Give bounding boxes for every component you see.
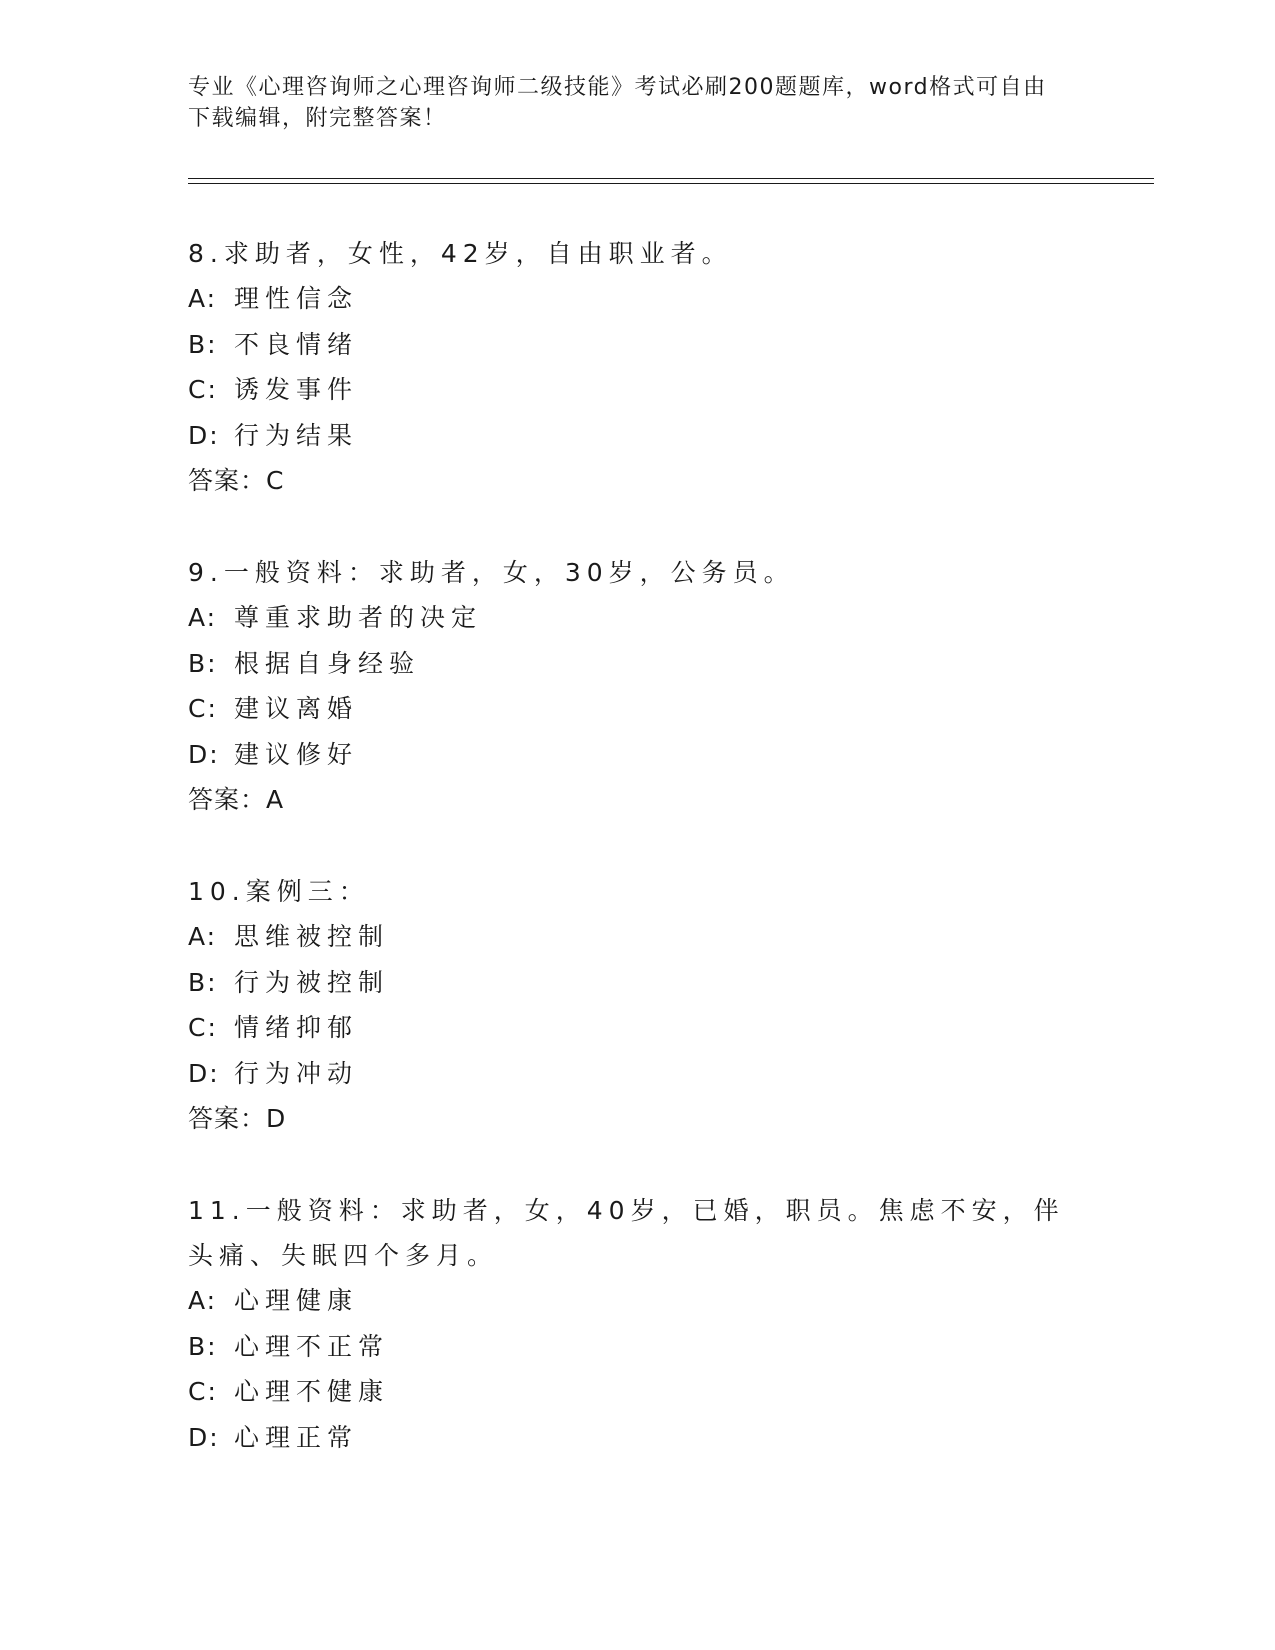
option-a xyxy=(188,595,1088,641)
answer-line: 答案：D xyxy=(188,1104,287,1133)
option-d xyxy=(188,732,1088,778)
option-letter: B: xyxy=(188,967,218,997)
question-8 xyxy=(188,231,1088,504)
answer-line: 答案：C xyxy=(188,466,285,495)
option-text: 情绪抑郁 xyxy=(234,1013,359,1042)
option-text: 心理正常 xyxy=(234,1422,359,1452)
option-letter: D: xyxy=(188,420,220,450)
option-a xyxy=(188,1278,1088,1324)
option-c xyxy=(188,367,1088,413)
option-letter: D: xyxy=(188,739,220,769)
option-d xyxy=(188,413,1088,459)
option-c xyxy=(188,686,1088,732)
option-text: 诱发事件 xyxy=(234,375,359,404)
option-a xyxy=(188,914,1088,960)
option-letter: D: xyxy=(188,1422,220,1452)
option-letter: C: xyxy=(188,375,218,404)
option-b xyxy=(188,1324,1088,1370)
option-text: 行为被控制 xyxy=(234,967,390,997)
option-text: 行为冲动 xyxy=(234,1058,359,1088)
option-text: 建议修好 xyxy=(234,739,359,769)
question-stem: 9.一般资料：求助者，女，30岁，公务员。 xyxy=(188,558,795,587)
option-d xyxy=(188,1051,1088,1097)
question-stem: 8.求助者，女性，42岁，自由职业者。 xyxy=(188,239,733,268)
option-letter: B: xyxy=(188,1331,218,1361)
option-a xyxy=(188,276,1088,322)
option-text: 建议离婚 xyxy=(234,694,359,723)
option-text: 心理不健康 xyxy=(234,1377,390,1406)
option-text: 不良情绪 xyxy=(234,329,359,359)
question-stem: 11.一般资料：求助者，女，40岁，已婚，职员。焦虑不安，伴头痛、失眠四个多月。 xyxy=(188,1196,1065,1270)
option-letter: A: xyxy=(188,1286,218,1315)
option-letter: A: xyxy=(188,284,218,313)
option-b xyxy=(188,641,1088,687)
option-text: 行为结果 xyxy=(234,420,359,450)
option-text: 尊重求助者的决定 xyxy=(234,603,483,632)
option-text: 心理不正常 xyxy=(234,1331,390,1361)
option-letter: C: xyxy=(188,1013,218,1042)
option-d xyxy=(188,1415,1088,1461)
option-letter: A: xyxy=(188,603,218,632)
option-c xyxy=(188,1005,1088,1051)
answer-line: 答案：A xyxy=(188,785,285,814)
option-letter: B: xyxy=(188,329,218,359)
option-b xyxy=(188,960,1088,1006)
header-rule-bottom xyxy=(188,183,1154,184)
question-stem: 10.案例三： xyxy=(188,877,370,906)
question-9 xyxy=(188,550,1088,823)
question-11 xyxy=(188,1188,1088,1460)
option-b xyxy=(188,322,1088,368)
option-letter: B: xyxy=(188,648,218,678)
option-letter: A: xyxy=(188,922,218,951)
option-letter: C: xyxy=(188,694,218,723)
header-rule-top xyxy=(188,178,1154,179)
document-header: 专业《心理咨询师之心理咨询师二级技能》考试必刷200题题库，word格式可自由下载编辑，附完整答案！ xyxy=(188,75,1047,131)
question-10 xyxy=(188,869,1088,1142)
option-text: 心理健康 xyxy=(234,1286,359,1315)
option-letter: C: xyxy=(188,1377,218,1406)
option-c xyxy=(188,1369,1088,1415)
option-text: 思维被控制 xyxy=(234,922,390,951)
option-letter: D: xyxy=(188,1058,220,1088)
option-text: 根据自身经验 xyxy=(234,648,421,678)
option-text: 理性信念 xyxy=(234,284,359,313)
